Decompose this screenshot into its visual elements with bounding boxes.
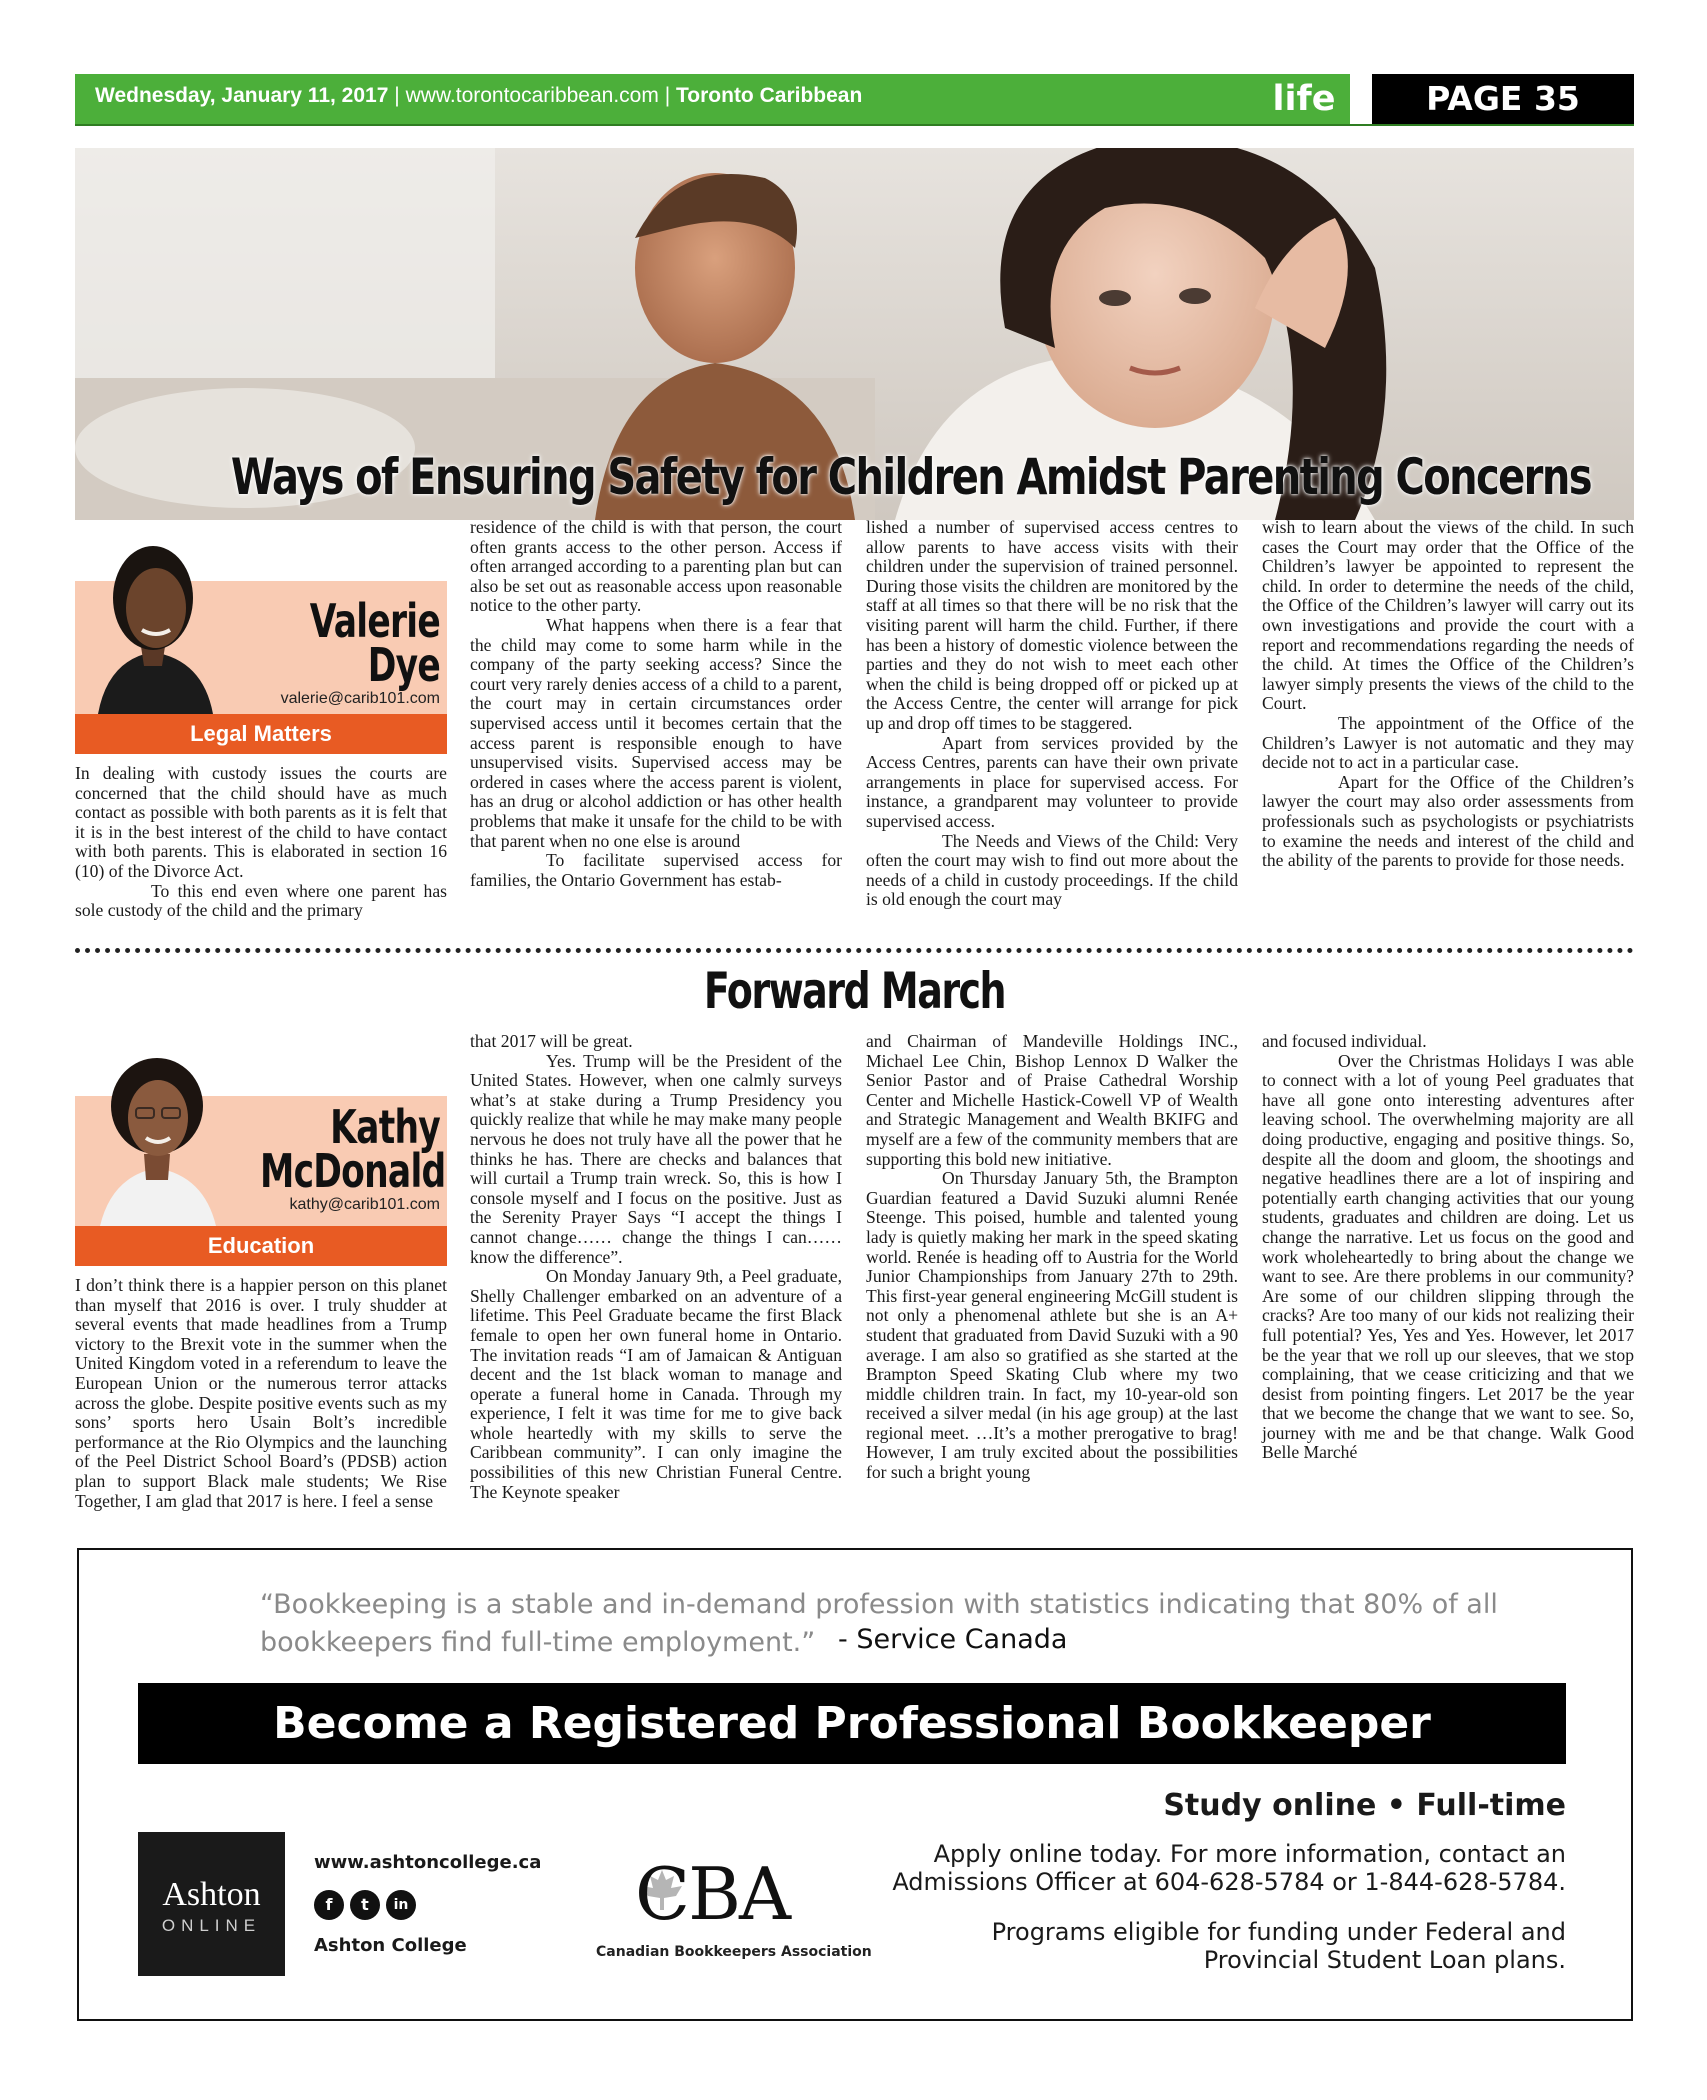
- paragraph: wish to learn about the views of the child. In such cases the Court may order that the Office of the Children’s lawyer be appointed to represent the child. In order to determine the needs of the child, the Office of the Children’s lawyer will carry out its own investigations and provide the court with a report and recommendations regarding the needs of the child. At times the Office of the Children’s lawyer simply presents the views of the child to the Court.: [1262, 517, 1634, 714]
- article2-headline: Forward March: [703, 962, 1006, 1020]
- article2-column-3: [866, 1032, 1238, 1483]
- paragraph: In dealing with custody issues the courts are concerned that the child should have as much contact as possible with both parents as it is felt that it is in the best interest of the child to have contact with both parents. This is elaborated in section 16 (10) of the Divorce Act.: [75, 763, 447, 881]
- linkedin-icon[interactable]: in: [386, 1890, 416, 1920]
- paragraph: that 2017 will be great.: [470, 1031, 633, 1051]
- ad-quote: “Bookkeeping is a stable and in-demand profession with statistics indicating that 80% of all bookkeepers find full-time employment.”: [260, 1589, 1498, 1658]
- cba-logo: CBA: [635, 1852, 789, 1936]
- ashton-url[interactable]: www.ashtoncollege.ca: [314, 1852, 542, 1873]
- paragraph: To facilitate supervised access for families, the Ontario Government has estab-: [470, 850, 842, 890]
- cba-name: Canadian Bookkeepers Association: [596, 1944, 872, 1960]
- header-dateline: [95, 84, 862, 108]
- header-website[interactable]: www.torontocaribbean.com: [405, 84, 659, 107]
- article2-author-photo: [82, 1036, 232, 1226]
- paragraph: To this end even where one parent has sole custody of the child and the primary: [75, 880, 447, 921]
- ad-funding-line-2: Provincial Student Loan plans.: [1203, 1946, 1566, 1974]
- paragraph: and Chairman of Mandeville Holdings INC., Michael Lee Chin, Bishop Lennox D Walker the Senior Pastor and of Praise Cathedral Worship Center and Michelle Hastick-Cowell VP of Wealth and Strategic Management and Wealth BKIFG and myself are a few of the community members that are supporting this bold new initiative.: [866, 1031, 1238, 1169]
- article2-column-2: [470, 1032, 842, 1502]
- article1-author-photo: [78, 520, 228, 714]
- paragraph: Over the Christmas Holidays I was able to connect with a lot of young Peel graduates that have all gone onto interesting adventures after leaving school. The overwhelming majority are all doing productive, engaging and positive things. So, despite all the doom and gloom, the shootings and negative headlines there are a lot of inspiring and potentially earth changing activities that our young students, graduates and children are doing. Let us change the narrative. Let us focus on the good and work wholeheartedly to bring about the change we want to see. Are there problems in our community? Are some of our children slipping through the cracks? Are too many of our kids not realizing their full potential? Yes, Yes and Yes. However, let 2017 be the year that we roll up our sleeves, that we stop complaining, that we cease criticizing and that we desist from pointing fingers. Let 2017 be the year that we become the change that we want to see. So, journey with me and be that change. Walk Good Belle Marché: [1262, 1050, 1634, 1463]
- paragraph: The Needs and Views of the Child: Very often the court may wish to find out more about the needs of a child in custody proceedings. If the child is old enough the court may: [866, 830, 1238, 910]
- ad-apply-info: [880, 1840, 1566, 1896]
- paragraph: and focused individual.: [1262, 1031, 1427, 1051]
- paragraph: Apart for the Office of the Children’s lawyer the court may also order assessments from professionals such as psychologists or psychiatrists to examine the needs and interest of the child and the ability of the parents to provide for those needs.: [1262, 771, 1634, 871]
- article1-column-1: [75, 764, 447, 921]
- ad-quote-source: - Service Canada: [838, 1624, 1068, 1655]
- page-number: PAGE 35: [1372, 74, 1634, 124]
- facebook-icon[interactable]: f: [314, 1890, 344, 1920]
- ad-study-mode: Study online • Full-time: [1163, 1788, 1566, 1823]
- paragraph: lished a number of supervised access centres to allow parents to have access visits with their children under the supervision of trained personnel. During those visits the children are monitored by the staff at all times so that there will be no risk that the visiting parent will harm the child. Further, if there has been a history of domestic violence between the parties and they do not wish to meet each other when the child is being dropped off or picked up at the Access Centre, the center will arrange for pick up and drop off times to be staggered.: [866, 517, 1238, 733]
- article1-author-last: Dye: [367, 638, 440, 692]
- article2-author-last: McDonald: [260, 1144, 446, 1198]
- header-date: Wednesday, January 11, 2017: [95, 84, 389, 107]
- twitter-icon[interactable]: t: [350, 1890, 380, 1920]
- article1-column-4: [1262, 518, 1634, 871]
- paragraph: What happens when there is a fear that the child may come to some harm while in the company of the party seeking access? Since the court very rarely denies access of a child to a parent, the court may in certain circumstances order supervised access until it becomes certain that the access parent is responsible enough to have unsupervised visits. Supervised access may be ordered in cases where the access parent is violent, has an drug or alcohol addiction or has other health problems that make it unsafe for the child to be with that parent when no one else is around: [470, 614, 842, 851]
- ashton-logo: [138, 1832, 285, 1976]
- ad-apply-line-2: Admissions Officer at 604-628-5784 or 1-844-628-5784.: [892, 1868, 1566, 1896]
- paragraph: On Thursday January 5th, the Brampton Guardian featured a David Suzuki alumni Renée Steenge. This poised, humble and talented young lady is quietly making her mark in the speed skating world. Renée is heading off to Austria for the World Junior Championships from January 27th to 29th. This first-year general engineering McGill student is not only a phenomenal athlete but she is an A+ student that graduated from David Suzuki with a 90 average. I am also so gratified as she started at the Brampton Speed Skating Club where my two middle children train. In fact, my 10-year-old son received a silver medal (in his age group) at the last regional meet. …It’s a mother prerogative to brag! However, I am truly excited about the possibilities for such a bright young: [866, 1168, 1238, 1483]
- author-portrait-illustration: [82, 1036, 232, 1226]
- ad-banner: Become a Registered Professional Bookkeeper: [138, 1683, 1566, 1764]
- article2-author-email[interactable]: kathy@carib101.com: [289, 1196, 440, 1213]
- ad-apply-line-1: Apply online today. For more information, contact an: [933, 1840, 1566, 1868]
- paragraph: The appointment of the Office of the Children’s Lawyer is not automatic and they may decide not to act in a particular case.: [1262, 712, 1634, 773]
- article1-column-3: [866, 518, 1238, 910]
- header-separator: |: [394, 84, 400, 107]
- header-publication: Toronto Caribbean: [676, 84, 863, 107]
- article2-category: Education: [75, 1226, 447, 1266]
- paragraph: Yes. Trump will be the President of the United States. However, when one calmly surveys what’s at stake during a Trump Presidency you quickly realize that while he may make many people nervous he does not truly have all the power that he thinks he has. There are checks and balances that will curtail a Trump train wreck. So, this is how I console myself and I focus on the positive. Just as the Serenity Prayer Says “I accept the things I cannot change…… change the things I can…… know the difference”.: [470, 1050, 842, 1267]
- article-divider: [75, 948, 1634, 953]
- paragraph: residence of the child is with that person, the court often grants access to the other person. Access if often arranged according to a parenting plan but can also be set out as reasonable access upon reasonable notice to the other party.: [470, 517, 842, 616]
- ashton-logo-word: Ashton: [162, 1876, 261, 1913]
- article2-author-first: Kathy: [330, 1100, 440, 1154]
- ashton-college-name: Ashton College: [314, 1935, 467, 1956]
- article2-column-1: [75, 1276, 447, 1511]
- paragraph: I don’t think there is a happier person on this planet than myself that 2016 is over. I truly shudder at several events that made headlines from a Trump victory to the Brexit vote in the summer when the United Kingdom voted in a referendum to leave the European Union or the numerous terror attacks across the globe. Despite positive events such as my sons’ sports hero Usain Bolt’s incredible performance at the Rio Olympics and the launching of the Peel District School Board’s (PDSB) action plan to support Black male students; We Rise Together, I am glad that 2017 is here. I feel a sense: [75, 1275, 447, 1511]
- ad-funding-line-1: Programs eligible for funding under Federal and: [991, 1918, 1566, 1946]
- article1-headline: Ways of Ensuring Safety for Children Amidst Parenting Concerns: [230, 448, 1591, 506]
- header-separator-2: |: [664, 84, 671, 107]
- paragraph: Apart from services provided by the Access Centres, parents can have their own private arrangements in place for supervised access. For instance, a grandparent may volunteer to provide supervised access.: [866, 732, 1238, 831]
- author-portrait-illustration: [78, 520, 228, 714]
- article1-category: Legal Matters: [75, 714, 447, 754]
- header-rule: [75, 124, 1634, 126]
- paragraph: On Monday January 9th, a Peel graduate, Shelly Challenger embarked on an adventure of a lifetime. This Peel Graduate became the first Black female to open her own funeral home in Ontario. The invitation reads “I am of Jamaican & Antiguan decent and the 1st black woman to manage and operate a funeral home in Canada. Through my experience, I felt it was time for me to give back whole heartedly with my skills to serve the Caribbean community”. I can only imagine the possibilities of this new Christian Funeral Centre. The Keynote speaker: [470, 1266, 842, 1502]
- article2-column-4: [1262, 1032, 1634, 1463]
- ad-funding-info: [880, 1918, 1566, 1974]
- article1-column-2: [470, 518, 842, 890]
- article1-author-email[interactable]: valerie@carib101.com: [280, 690, 440, 707]
- ashton-logo-subword: ONLINE: [161, 1916, 262, 1935]
- section-label: life: [1272, 79, 1336, 119]
- article1-author-first: Valerie: [309, 594, 440, 648]
